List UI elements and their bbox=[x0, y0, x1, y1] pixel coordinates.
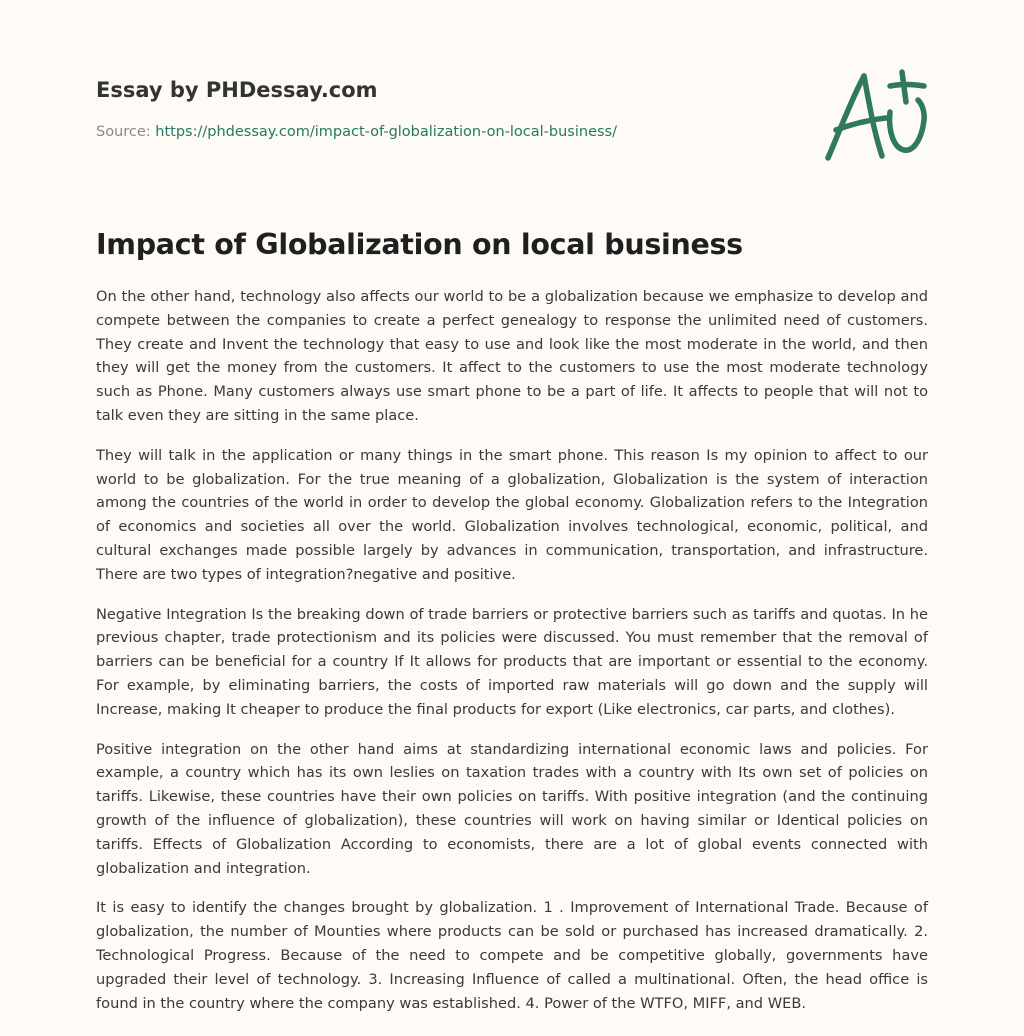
article-body bbox=[96, 285, 928, 1031]
page-header bbox=[96, 76, 796, 142]
paragraph: They will talk in the application or many things in the smart phone. This reason Is my opinion to affect to our world to be globalization. For the true meaning of a globalization, Globalization is the system of interaction among the countries of the world in order to develop the global economy. Globalization refers to the Integration of economics and societies all over the world. Globalization involves technological, economic, political, and cultural exchanges made possible largely by advances in communication, transportation, and infrastructure. There are two types of integration?negative and positive. bbox=[96, 446, 928, 583]
article-title: Impact of Globalization on local business bbox=[96, 228, 743, 261]
paragraph: Positive integration on the other hand aims at standardizing international economic laws and policies. For example, a country which has its own leslies on taxation trades with a country with Its own set of policies on tariffs. Likewise, these countries have their own policies on tariffs. With positive integration (and the continuing growth of the influence of globalization), these countries will work on having similar or Identical policies on tariffs. Effects of Globalization According to economists, there are a lot of global events connected with globalization and integration. bbox=[96, 740, 928, 877]
source-link[interactable]: https://phdessay.com/impact-of-globalization-on-local-business/ bbox=[155, 124, 617, 140]
brand-title: Essay by PHDessay.com bbox=[96, 78, 378, 102]
a-plus-grade-icon bbox=[822, 68, 932, 168]
paragraph: It is easy to identify the changes brought by globalization. 1 . Improvement of International Trade. Because of globalization, the number of Mounties where products can be sold or purchased has increased dramatically. 2. Technological Progress. Because of the need to compete and be competitive globally, governments have upgraded their level of technology. 3. Increasing Influence of called a multinational. Often, the head office is found in the country where the company was established. 4. Power of the WTFO, MIFF, and WEB. bbox=[96, 899, 928, 1012]
paragraph: On the other hand, technology also affects our world to be a globalization because we emphasize to develop and compete between the companies to create a perfect genealogy to response the unlimited need of customers. They create and Invent the technology that easy to use and look like the most moderate in the world, and then they will get the money from the customers. It affect to the customers to use the most moderate technology such as Phone. Many customers always use smart phone to be a part of life. It affects to people that will not to talk even they are sitting in the same place. bbox=[96, 288, 928, 424]
paragraph: Negative Integration Is the breaking down of trade barriers or protective barriers such as tariffs and quotas. In he previous chapter, trade protectionism and its policies were discussed. You must remember that the removal of barriers can be beneficial for a country If It allows for products that are important or essential to the economy. For example, by eliminating barriers, the costs of imported raw materials will go down and the supply will Increase, making It cheaper to produce the final products for export (Like electronics, car parts, and clothes). bbox=[96, 605, 928, 718]
source-line bbox=[96, 122, 796, 142]
source-label: Source: bbox=[96, 124, 156, 140]
